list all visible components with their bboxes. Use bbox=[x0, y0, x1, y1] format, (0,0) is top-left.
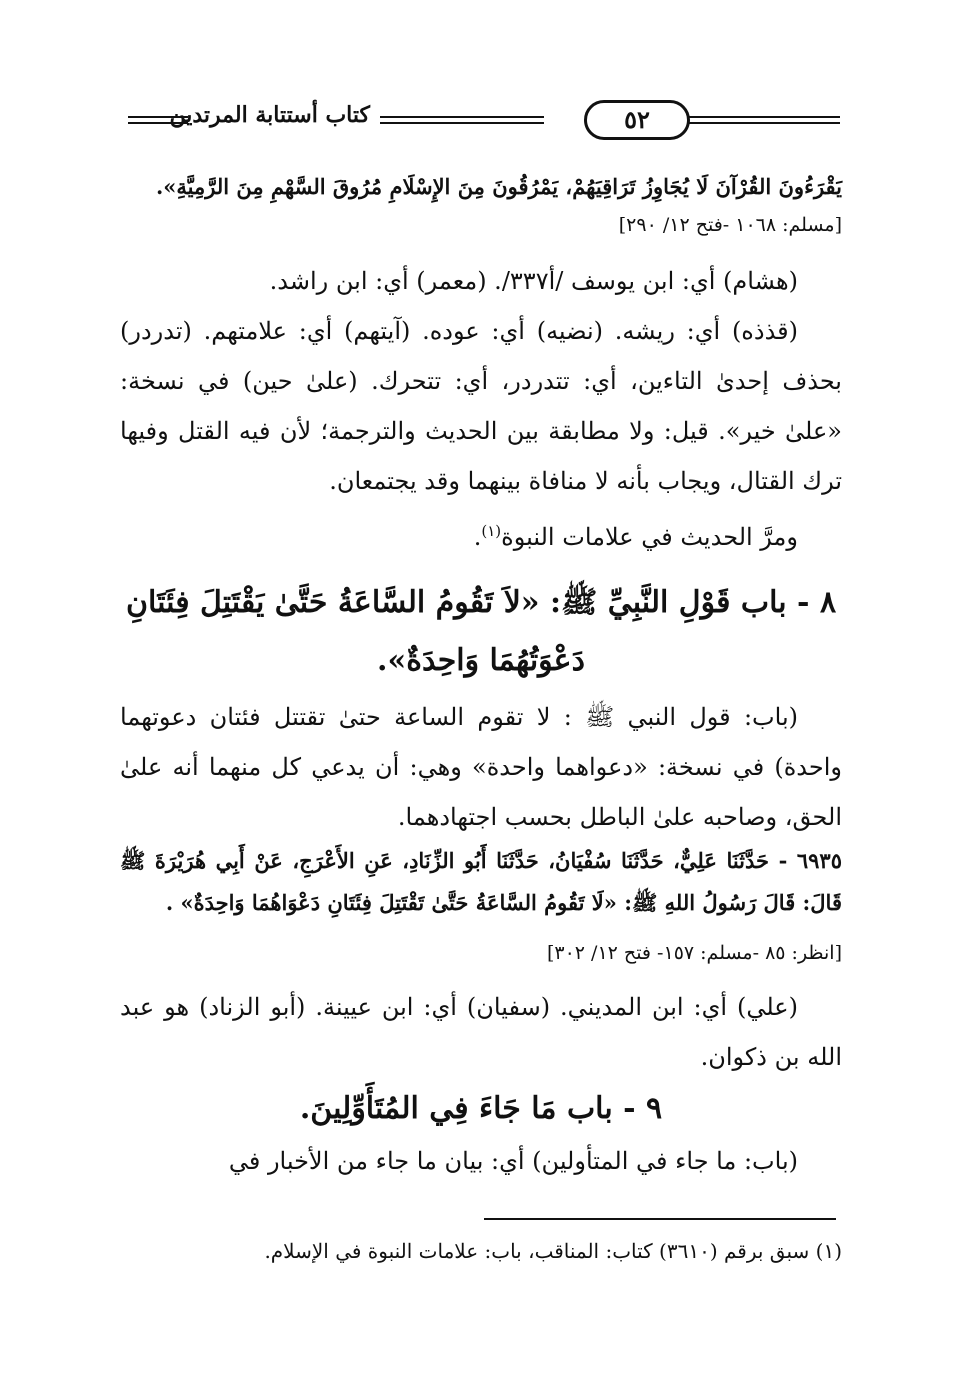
commentary-paragraph: (هشام) أي: ابن يوسف /أ٣٣٧/. (معمر) أي: ابن راشد. bbox=[269, 267, 798, 295]
hadith-reference: [انظر: ٨٥ -مسلم: ١٥٧- فتح ١٢/ ٣٠٢] bbox=[546, 942, 842, 964]
chapter-heading: ٨ - باب قَوْلِ النَّبِيِّ ﷺ: «لاَ تَقُومُ السَّاعَةُ حَتَّىٰ يَقْتَتِلَ فِئَتَانِ دَعْوَتُهُمَا وَاحِدَةٌ». bbox=[125, 585, 837, 678]
book-title: كتاب أستتابة المرتدين bbox=[169, 102, 370, 128]
hadith-reference: [مسلم: ١٠٦٨ -فتح ١٢/ ٢٩٠] bbox=[618, 214, 842, 236]
hadith-text-end: يَقْرَءُونَ القُرْآنَ لَا يُجَاوِزُ تَرَاقِيَهُمْ، يَمْرُقُونَ مِنَ الإِسْلَامِ مُرُوقَ السَّهْمِ مِنَ الرَّمِيَّةِ». bbox=[155, 174, 842, 199]
chapter-heading: ٩ - باب مَا جَاءَ فِي المُتَأَوِّلِينَ. bbox=[299, 1091, 663, 1126]
cross-reference-text: ومرَّ الحديث في علامات النبوة bbox=[501, 523, 798, 551]
commentary-paragraph bbox=[120, 506, 842, 562]
header-rule-middle bbox=[380, 116, 544, 124]
commentary-paragraph: (علي) أي: ابن المديني. (سفيان) أي: ابن عيينة. (أبو الزناد) هو عبد الله بن ذكوان. bbox=[120, 993, 842, 1071]
page-number: ٥٢ bbox=[584, 100, 690, 140]
running-header bbox=[128, 98, 840, 144]
footnote-marker: (١) bbox=[481, 522, 502, 540]
footnote-separator bbox=[484, 1218, 836, 1220]
commentary-paragraph: (باب: ما جاء في المتأولين) أي: بيان ما جاء من الأخبار في bbox=[228, 1147, 798, 1175]
period: . bbox=[473, 523, 482, 551]
commentary-paragraph: (قذذه) أي: ريشه. (نضيه) أي: عوده. (آيتهم) أي: علامتهم. (تدردر) بحذف إحدىٰ التاءين، أي: تتدردر، أي: تتحرك. (علىٰ حين) في نسخة: «علىٰ خير». قيل: ولا مطابقة بين الحديث والترجمة؛ لأن فيه القتل وفيها ترك القتال، ويجاب بأنه لا منافاة بينهما وقد يجتمعان. bbox=[120, 317, 842, 495]
footnote: (١) سبق برقم (٣٦١٠) كتاب: المناقب، باب: علامات النبوة في الإسلام. bbox=[264, 1239, 842, 1263]
header-rule-right bbox=[688, 116, 840, 124]
hadith-text: ٦٩٣٥ - حَدَّثَنَا عَلِيٌّ، حَدَّثَنَا سُفْيَانُ، حَدَّثَنَا أَبُو الزِّنَادِ، عَنِ الأَعْرَجِ، عَنْ أَبِي هُرَيْرَةَ ﷺ قَالَ: قَالَ رَسُولُ اللهِ ﷺ: «لَا تَقُومُ السَّاعَةُ حَتَّىٰ تَقْتَتِلَ فِئَتَانِ دَعْوَاهُمَا وَاحِدَةٌ» . bbox=[120, 848, 842, 915]
commentary-paragraph: (باب: قول النبي ﷺ : لا تقوم الساعة حتىٰ تقتتل فئتان دعوتهما واحدة) في نسخة: «دعواهما واحدة» وهي: أن يدعي كل منهما أنه علىٰ الحق، وصاحبه علىٰ الباطل بحسب اجتهادهما. bbox=[120, 703, 842, 831]
